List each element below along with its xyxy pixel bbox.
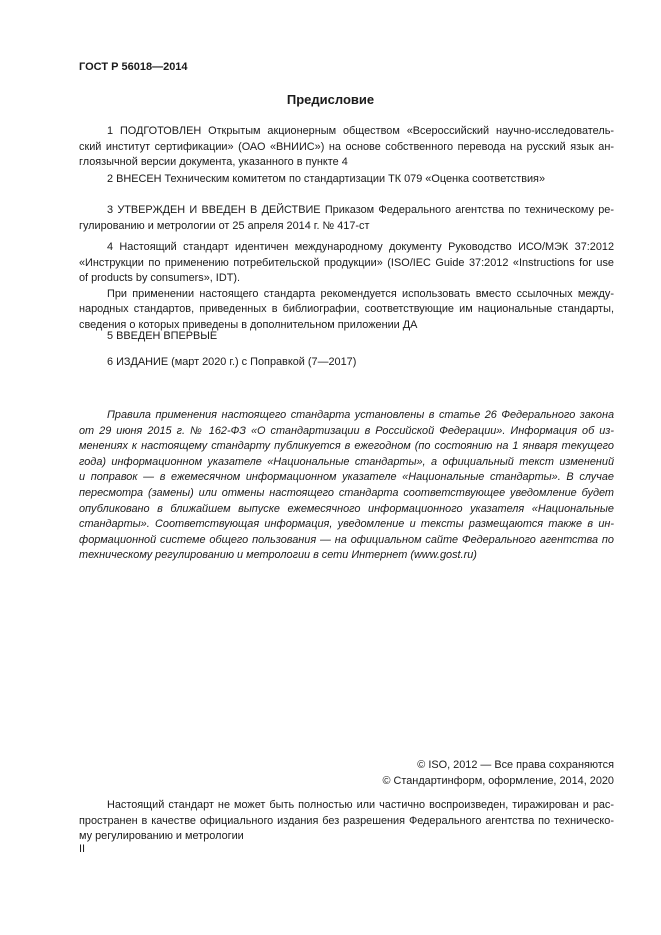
standard-designation: ГОСТ Р 56018—2014 bbox=[79, 61, 188, 73]
text-line: 6 ИЗДАНИЕ (март 2020 г.) с Поправкой (7—2017) bbox=[107, 356, 357, 368]
text-line: народных стандартов, приведенных в библиографии, соответствующие им национальные стандарты, bbox=[79, 303, 614, 316]
text-line: of products by consumers», IDT). bbox=[79, 272, 240, 285]
text-line: года) информационном указателе «Национальные стандарты», а официальный текст изменений bbox=[79, 455, 614, 468]
copyright-standartinform: © Стандартинформ, оформление, 2014, 2020 bbox=[382, 774, 614, 787]
text-line: от 29 июня 2015 г. № 162-ФЗ «О стандартизации в Российской Федерации». Информация об из- bbox=[79, 424, 614, 437]
text-line: и поправок — в ежемесячном информационном указателе «Национальные стандарты». В случае bbox=[79, 471, 614, 484]
copyright-iso: © ISO, 2012 — Все права сохраняются bbox=[417, 759, 614, 771]
text-line: Правила применения настоящего стандарта установлены в статье 26 Федерального закона bbox=[107, 409, 614, 421]
standard-application-notice bbox=[79, 408, 614, 564]
text-line: сведения о которых приведены в дополнительном приложении ДА bbox=[79, 318, 418, 331]
copyright-block bbox=[79, 758, 614, 789]
text-line: ский институт сертификации» (ОАО «ВНИИС») на основе собственного перевода на русский язык ан- bbox=[79, 140, 614, 153]
page-number: II bbox=[79, 843, 86, 855]
item-edition bbox=[79, 355, 614, 371]
item-introduced bbox=[79, 172, 614, 188]
text-line: пространен в качестве официального издания без разрешения Федерального агентства по техническо- bbox=[79, 814, 614, 827]
page-title: Предисловие bbox=[286, 92, 375, 107]
text-line: «Инструкции по применению потребительской продукции» (ISO/IEC Guide 37:2012 «Instructions for use bbox=[79, 256, 614, 269]
text-line: 2 ВНЕСЕН Техническим комитетом по стандартизации ТК 079 «Оценка соответствия» bbox=[107, 173, 546, 185]
text-line: стандарты». Соответствующая информация, уведомление и тексты размещаются также в ин- bbox=[79, 518, 614, 531]
item-prepared bbox=[79, 124, 614, 171]
text-line: 1 ПОДГОТОВЛЕН Открытым акционерным обществом «Всероссийский научно-исследователь- bbox=[107, 125, 614, 137]
text-line: При применении настоящего стандарта рекомендуется использовать вместо ссылочных между- bbox=[107, 287, 614, 300]
text-line: формационной системе общего пользования — на официальном сайте Федерального агентства по bbox=[79, 533, 614, 546]
text-line: пересмотра (замены) или отмены настоящего стандарта соответствующее уведомление будет bbox=[79, 486, 614, 499]
item-approved bbox=[79, 203, 614, 234]
reproduction-notice bbox=[79, 798, 614, 845]
text-line: техническому регулированию и метрологии в сети Интернет (www.gost.ru) bbox=[79, 549, 477, 562]
text-line: опубликовано в ближайшем выпуске ежемесячного информационного указателя «Национальные bbox=[79, 502, 614, 515]
text-line: 4 Настоящий стандарт идентичен международному документу Руководство ИСО/МЭК 37:2012 bbox=[107, 241, 614, 253]
item-identical bbox=[79, 240, 614, 334]
text-line: му регулированию и метрологии bbox=[79, 830, 244, 843]
text-line: 3 УТВЕРЖДЕН И ВВЕДЕН В ДЕЙСТВИЕ Приказом Федерального агентства по техническому ре- bbox=[107, 204, 614, 216]
text-line: 5 ВВЕДЕН ВПЕРВЫЕ bbox=[107, 330, 218, 342]
text-line: менениях к настоящему стандарту публикуется в ежегодном (по состоянию на 1 января текущего bbox=[79, 440, 614, 453]
item-first-introduced bbox=[79, 329, 614, 345]
text-line: Настоящий стандарт не может быть полностью или частично воспроизведен, тиражирован и рас- bbox=[107, 799, 614, 811]
text-line: гулированию и метрологии от 25 апреля 2014 г. № 417-ст bbox=[79, 219, 370, 232]
text-line: глоязычной версии документа, указанного в пункте 4 bbox=[79, 156, 348, 169]
